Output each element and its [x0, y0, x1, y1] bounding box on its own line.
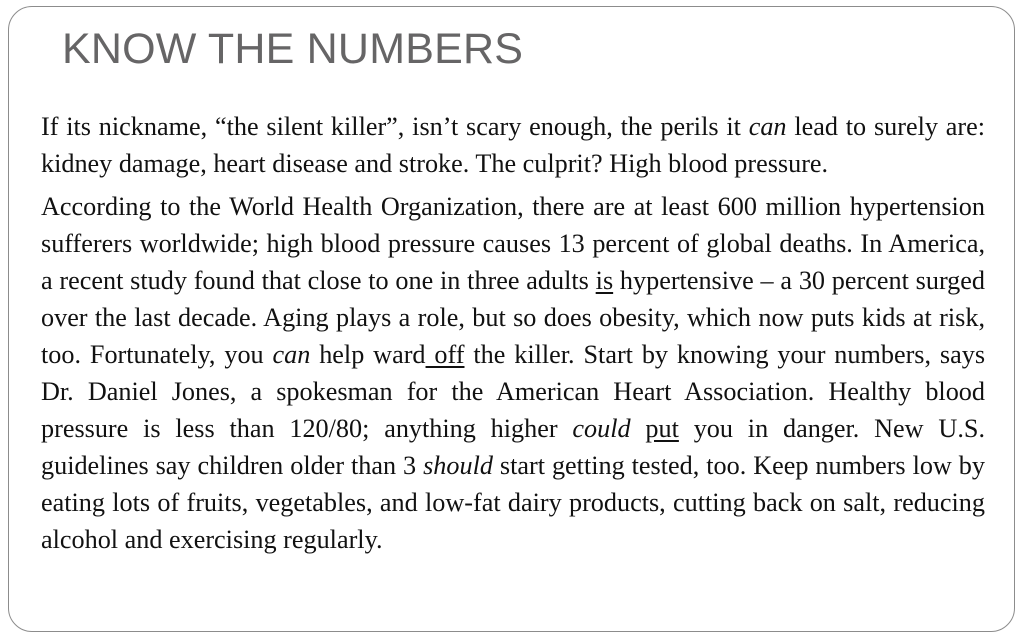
emphasis-could: could [572, 414, 631, 443]
paragraph-statistics-text-6: start getting tested, too. Keep numbers low by eating lots of fruits, vegetables, and low-fat dairy products, cutting back on salt, reducing alcohol and exercising regularly. [41, 451, 985, 554]
slide-title: KNOW THE NUMBERS [62, 25, 524, 73]
paragraph-statistics [41, 188, 985, 558]
underline-put: put [645, 414, 679, 443]
paragraph-statistics-text-3: help ward [310, 340, 426, 369]
paragraph-intro [41, 108, 985, 182]
paragraph-statistics-text-5: you in danger. New U.S. guidelines say children older than 3 [41, 414, 985, 480]
emphasis-should: should [423, 451, 493, 480]
emphasis-can-2: can [272, 340, 311, 369]
paragraph-statistics-text-1: According to the World Health Organization, there are at least 600 million hypertension sufferers worldwide; high blood pressure causes 13 percent of global deaths. In America, a recent study found that close to one in three adults [41, 192, 985, 295]
paragraph-intro-text-1: If its nickname, “the silent killer”, isn’t scary enough, the perils it [41, 112, 749, 141]
underline-is: is [595, 266, 614, 295]
paragraph-statistics-text-4: the killer. Start by knowing your numbers, says Dr. Daniel Jones, a spokesman for the American Heart Association. Healthy blood pressure is less than 120/80; anything higher [41, 340, 986, 443]
paragraph-intro-text-2: lead to surely are: kidney damage, heart disease and stroke. The culprit? High blood pressure. [41, 112, 985, 178]
slide-body [41, 108, 985, 558]
paragraph-statistics-space [631, 414, 646, 443]
emphasis-can: can [748, 112, 787, 141]
paragraph-statistics-text-2: hypertensive – a 30 percent surged over the last decade. Aging plays a role, but so does obesity, which now puts kids at risk, too. Fortunately, you [41, 266, 985, 369]
underline-off: off [425, 340, 465, 369]
